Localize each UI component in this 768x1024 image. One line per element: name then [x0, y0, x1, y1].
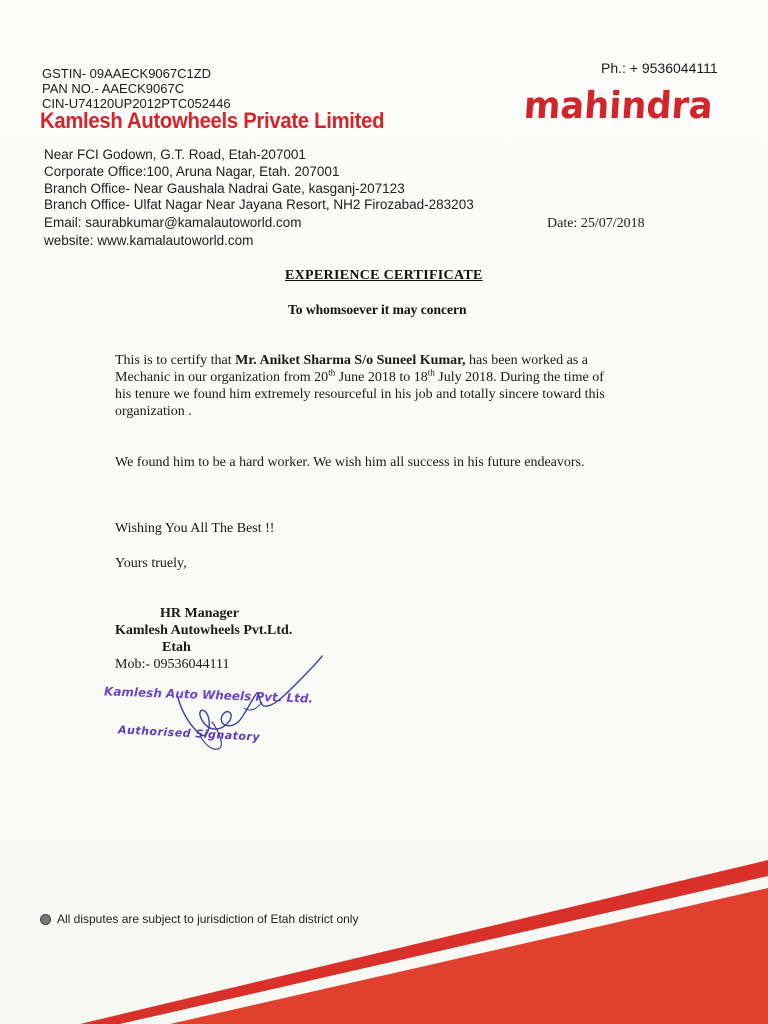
company-name: Kamlesh Autowheels Private Limited — [40, 108, 385, 133]
footer-disclaimer: All disputes are subject to jurisdiction of Etah district only — [57, 912, 359, 926]
address-line-4: Branch Office- Ulfat Nagar Near Jayana Resort, NH2 Firozabad-283203 — [44, 197, 474, 212]
paragraph-1-line-1 — [115, 352, 588, 369]
p1-sup-1: th — [328, 367, 336, 378]
paragraph-1-line-3: his tenure we found him extremely resourceful in his job and totally sincere toward this — [115, 387, 605, 402]
mahindra-logo: mahindra — [522, 84, 715, 127]
p1-line2-c: July 2018. During the time of — [434, 370, 604, 385]
website-text: website: www.kamalautoworld.com — [44, 233, 254, 248]
email-text: Email: saurabkumar@kamalautoworld.com — [44, 215, 302, 230]
signer-city: Etah — [162, 640, 191, 655]
bullet-icon — [40, 914, 51, 925]
certificate-title: EXPERIENCE CERTIFICATE — [285, 268, 483, 283]
letter-date: Date: 25/07/2018 — [547, 216, 645, 231]
closing-text: Yours truely, — [115, 556, 187, 571]
address-line-3: Branch Office- Near Gaushala Nadrai Gate, kasganj-207123 — [44, 181, 405, 196]
company-stamp: Kamlesh Auto Wheels Pvt. Ltd. — [103, 684, 314, 706]
employee-name: Mr. Aniket Sharma S/o Suneel Kumar, — [235, 353, 466, 368]
paragraph-1-line-4: organization . — [115, 404, 192, 419]
phone-text: Ph.: + 9536044111 — [601, 60, 718, 76]
p1-line2-a: Mechanic in our organization from 20 — [115, 370, 329, 385]
signer-mobile: Mob:- 09536044111 — [115, 657, 230, 672]
pan-text: PAN NO.- AAECK9067C — [42, 81, 185, 96]
signer-company: Kamlesh Autowheels Pvt.Ltd. — [115, 623, 293, 638]
signer-title: HR Manager — [160, 606, 239, 621]
cin-text: CIN-U74120UP2012PTC052446 — [42, 96, 231, 111]
p1-line2-b: June 2018 to 18 — [335, 370, 428, 385]
paragraph-2: We found him to be a hard worker. We wish him all success in his future endeavors. — [115, 455, 585, 470]
authorised-signatory-stamp: Authorised Signatory — [117, 723, 261, 744]
gstin-text: GSTIN- 09AAECK9067C1ZD — [42, 66, 212, 81]
wishes-text: Wishing You All The Best !! — [115, 521, 275, 536]
address-line-1: Near FCI Godown, G.T. Road, Etah-207001 — [44, 147, 306, 162]
p1-after-name: has been worked as a — [465, 353, 588, 368]
p1-sup-2: th — [427, 367, 435, 378]
paragraph-1-line-2 — [115, 369, 604, 386]
address-line-2: Corporate Office:100, Aruna Nagar, Etah. 207001 — [44, 164, 340, 179]
handwritten-signature — [160, 650, 335, 760]
p1-prefix: This is to certify that — [115, 353, 236, 368]
salutation: To whomsoever it may concern — [288, 302, 467, 317]
red-stripe-graphic — [0, 840, 768, 1024]
